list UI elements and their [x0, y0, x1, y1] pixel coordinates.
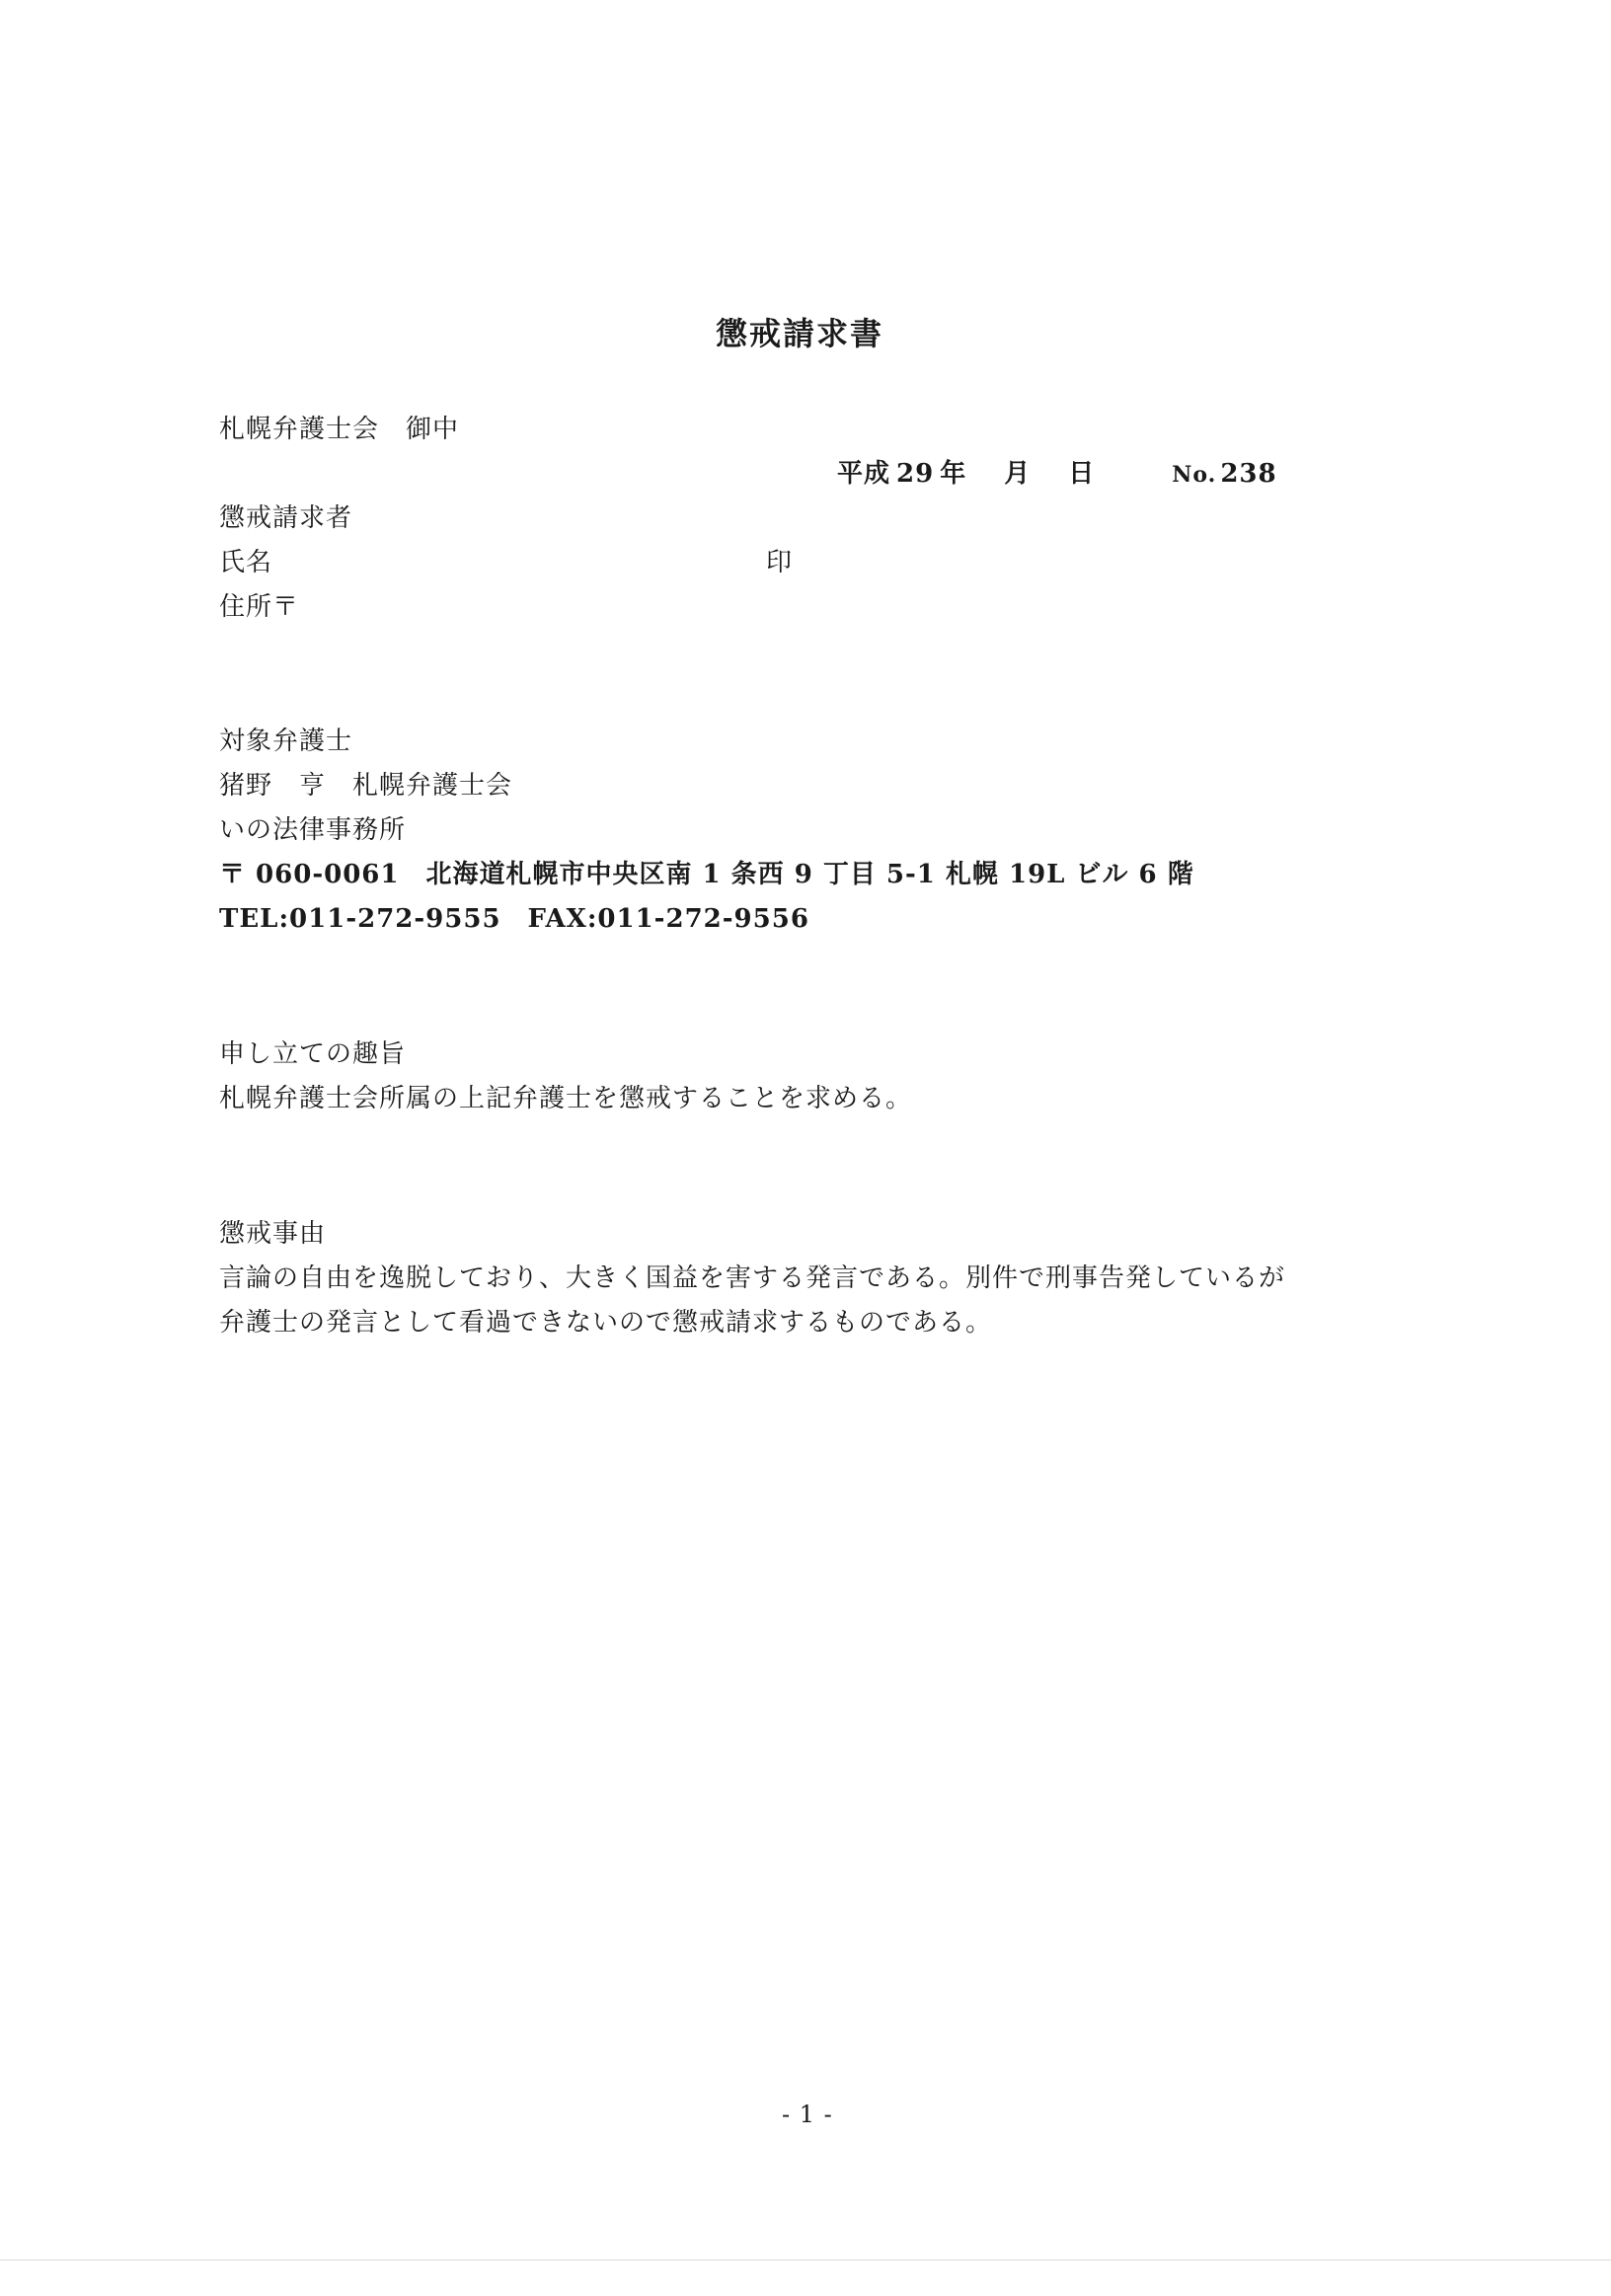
era: 平成: [837, 459, 891, 489]
year-unit: 年: [940, 459, 967, 489]
requester-address-label: 住所〒: [219, 592, 300, 622]
requester-name-label: 氏名: [219, 548, 273, 577]
reason-heading: 懲戒事由: [219, 1219, 327, 1249]
requester-heading: 懲戒請求者: [219, 503, 353, 533]
document-number: 238: [1220, 459, 1277, 489]
target-heading: 対象弁護士: [219, 727, 353, 756]
reason-text-line2: 弁護士の発言として看過できないので懲戒請求するものである。: [219, 1308, 993, 1338]
year-value: 29: [896, 459, 935, 489]
purpose-text: 札幌弁護士会所属の上記弁護士を懲戒することを求める。: [219, 1084, 913, 1113]
date-line: [837, 461, 1277, 487]
target-name-line: 猪野 亨 札幌弁護士会: [219, 771, 513, 801]
seal-label: 印: [766, 548, 794, 577]
number-label: No.: [1172, 462, 1217, 488]
page-number: - 1 -: [782, 2101, 833, 2128]
reason-text-line1: 言論の自由を逸脱しており、大きく国益を害する発言である。別件で刑事告発しているが: [219, 1263, 1286, 1293]
addressee: 札幌弁護士会 御中: [219, 415, 460, 444]
target-office: いの法律事務所: [219, 815, 407, 845]
purpose-heading: 申し立ての趣旨: [219, 1039, 407, 1069]
day-unit: 日: [1068, 459, 1096, 489]
document-title: 懲戒請求書: [716, 315, 884, 352]
target-address: 〒 060-0061 北海道札幌市中央区南 1 条西 9 丁目 5-1 札幌 19L ビル 6 階: [219, 860, 1194, 889]
target-contact: TEL:011-272-9555 FAX:011-272-9556: [219, 904, 809, 934]
scan-edge-line: [0, 2259, 1611, 2260]
month-unit: 月: [1004, 459, 1032, 489]
